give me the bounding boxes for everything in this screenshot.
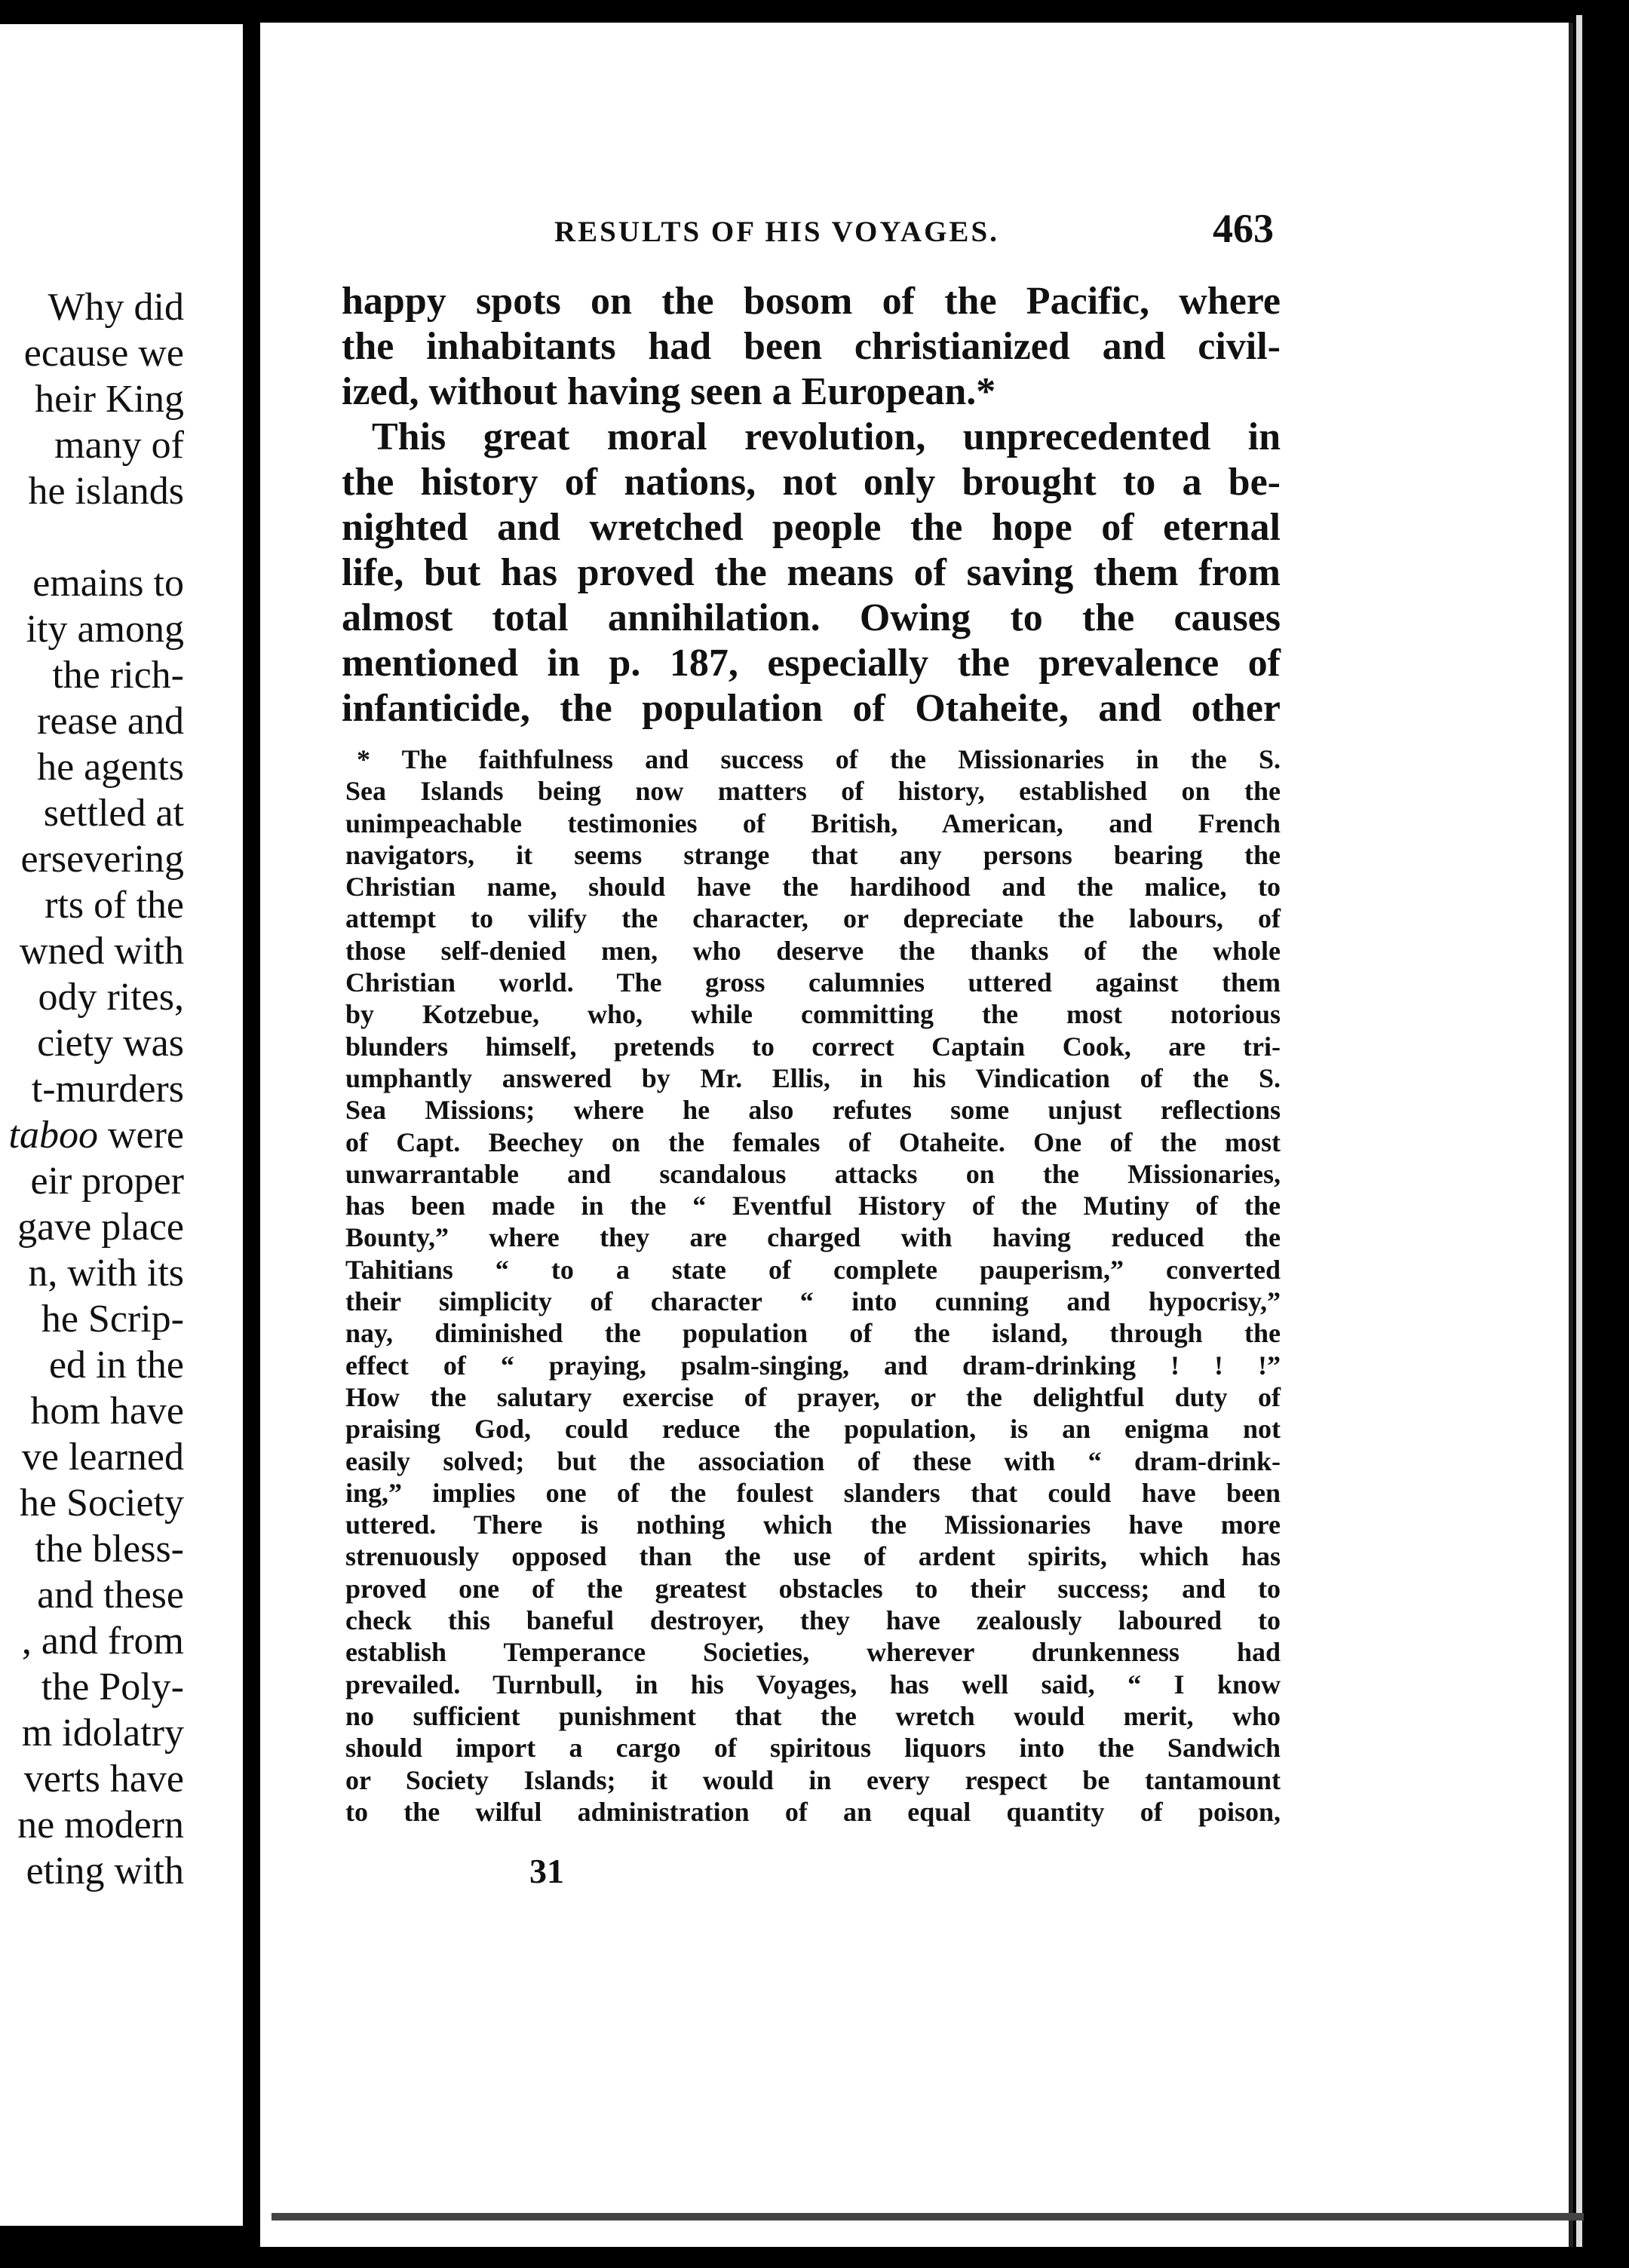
signature-mark: 31 [529, 1852, 564, 1890]
facing-page-text [0, 284, 184, 1894]
facing-page-line: heir King [35, 378, 184, 421]
body-line: nighted and wretched people the hope of eternal [342, 506, 1281, 549]
page-bottom-edge [272, 2213, 1584, 2220]
facing-page-line: emains to [32, 562, 184, 605]
facing-page-line: , and from [21, 1620, 184, 1663]
body-line: happy spots on the bosom of the Pacific, where [342, 280, 1281, 323]
footnote-line: Sea Islands being now matters of history, established on the [345, 776, 1281, 807]
facing-page-line: eting with [26, 1850, 184, 1893]
footnote-line: navigators, it seems strange that any persons bearing the [345, 839, 1281, 870]
footnote-line: to the wilful administration of an equal quantity of poison, [345, 1796, 1281, 1827]
facing-page-line: ne modern [17, 1804, 184, 1847]
footnote-line: effect of “ praying, psalm-singing, and dram-drinking ! ! !” [345, 1350, 1281, 1381]
facing-page-line: hom have [30, 1390, 184, 1433]
footnote-line: easily solved; but the association of these with “ dram-drink- [345, 1445, 1281, 1476]
body-line: life, but has proved the means of saving them from [342, 551, 1281, 594]
footnote-line: by Kotzebue, who, while committing the most notorious [345, 999, 1281, 1030]
footnote-line: blunders himself, pretends to correct Captain Cook, are tri- [345, 1031, 1281, 1062]
page-number: 463 [1213, 206, 1274, 251]
facing-page-line: ed in the [48, 1344, 184, 1387]
facing-page-line: settled at [43, 792, 184, 835]
footnote-line: no sufficient punishment that the wretch would merit, who [345, 1700, 1281, 1731]
footnote-line: uttered. There is nothing which the Missionaries have more [345, 1509, 1281, 1540]
facing-page-line: ecause we [23, 332, 184, 375]
body-line: ized, without having seen a European.* [342, 370, 996, 413]
footnote-line: has been made in the “ Eventful History of the Mutiny of the [345, 1191, 1281, 1221]
facing-page-line: ersevering [20, 838, 184, 881]
footnote-line: of Capt. Beechey on the females of Otaheite. One of the most [345, 1126, 1281, 1157]
body-text [342, 279, 1281, 731]
body-line: This great moral revolution, unprecedented in [372, 415, 1281, 458]
facing-page-line: n, with its [28, 1252, 184, 1295]
footnote-line: nay, diminished the population of the island, through the [345, 1318, 1281, 1349]
footnote-line: Christian world. The gross calumnies uttered against them [345, 967, 1281, 998]
facing-page-line: ody rites, [38, 976, 184, 1019]
footnote-line: umphantly answered by Mr. Ellis, in his Vindication of the S. [345, 1062, 1281, 1093]
body-line: mentioned in p. 187, especially the prevalence of [342, 642, 1281, 685]
facing-page-line: the rich- [52, 654, 184, 697]
facing-page-line: m idolatry [21, 1712, 184, 1755]
footnote-line: unimpeachable testimonies of British, American, and French [345, 808, 1281, 838]
facing-page-line: ity among [26, 608, 184, 651]
facing-page-line: he agents [37, 746, 184, 789]
footnote-line: Tahitians “ to a state of complete pauperism,” converted [345, 1254, 1281, 1285]
facing-page-line: ciety was [37, 1022, 184, 1065]
facing-page-line: wned with [19, 930, 184, 973]
footnote-line: Sea Missions; where he also refutes some unjust reflections [345, 1095, 1281, 1126]
facing-page-line: the Poly- [41, 1666, 184, 1709]
footnote-line: establish Temperance Societies, wherever drunkenness had [345, 1637, 1281, 1668]
body-line: infanticide, the population of Otaheite, and other [342, 687, 1281, 730]
facing-page-line: Why did [48, 286, 184, 329]
footnote-line: How the salutary exercise of prayer, or the delightful duty of [345, 1381, 1281, 1412]
facing-page-line: eir proper [30, 1160, 184, 1203]
footnote-line: ing,” implies one of the foulest slanders that could have been [345, 1477, 1281, 1508]
facing-page-line: he islands [28, 470, 184, 513]
facing-page-line: ve learned [21, 1436, 184, 1479]
facing-page-line: rts of the [44, 884, 184, 927]
facing-page-line: many of [54, 424, 184, 467]
gutter [243, 0, 250, 2268]
footnote-line: check this baneful destroyer, they have zealously laboured to [345, 1605, 1281, 1636]
facing-page-line: and these [37, 1574, 184, 1617]
facing-page-line: gave place [17, 1206, 184, 1249]
footnote-line: strenuously opposed than the use of ardent spirits, which has [345, 1541, 1281, 1572]
facing-page-line: verts have [23, 1758, 184, 1801]
footnote-line: should import a cargo of spiritous liquors into the Sandwich [345, 1733, 1281, 1764]
footnote-line: or Society Islands; it would in every respect be tantamount [345, 1764, 1281, 1795]
facing-page-line: rease and [37, 700, 184, 743]
facing-page-line: he Society [19, 1482, 184, 1525]
body-line: the history of nations, not only brought to a be- [342, 461, 1281, 504]
footnote-line: their simplicity of character “ into cunning and hypocrisy,” [345, 1286, 1281, 1317]
body-line: almost total annihilation. Owing to the causes [342, 596, 1281, 639]
footnote-line: Bounty,” where they are charged with having reduced the [345, 1222, 1281, 1253]
facing-page [0, 24, 243, 2226]
body-line: the inhabitants had been christianized and civil- [342, 325, 1281, 368]
facing-page-line: t-murders [31, 1068, 184, 1111]
facing-page-line [0, 514, 184, 560]
footnote-line: attempt to vilify the character, or depreciate the labours, of [345, 903, 1281, 934]
footnote-line: Christian name, should have the hardihood and the malice, to [345, 872, 1281, 903]
page-edge [1576, 15, 1582, 2247]
footnote-line: prevailed. Turnbull, in his Voyages, has well said, “ I know [345, 1669, 1281, 1699]
facing-page-line: taboo were [8, 1114, 184, 1157]
footnote-line: unwarrantable and scandalous attacks on the Missionaries, [345, 1158, 1281, 1189]
footnote-line: proved one of the greatest obstacles to their success; and to [345, 1573, 1281, 1604]
running-head: RESULTS OF HIS VOYAGES. [554, 216, 999, 248]
footnote-line: praising God, could reduce the population, is an enigma not [345, 1414, 1281, 1445]
footnote-line: those self-denied men, who deserve the thanks of the whole [345, 935, 1281, 966]
facing-page-line: the bless- [35, 1528, 184, 1571]
footnote [345, 743, 1281, 1828]
facing-page-line: he Scrip- [41, 1298, 184, 1341]
footnote-line: * The faithfulness and success of the Missionaries in the S. [357, 744, 1281, 774]
